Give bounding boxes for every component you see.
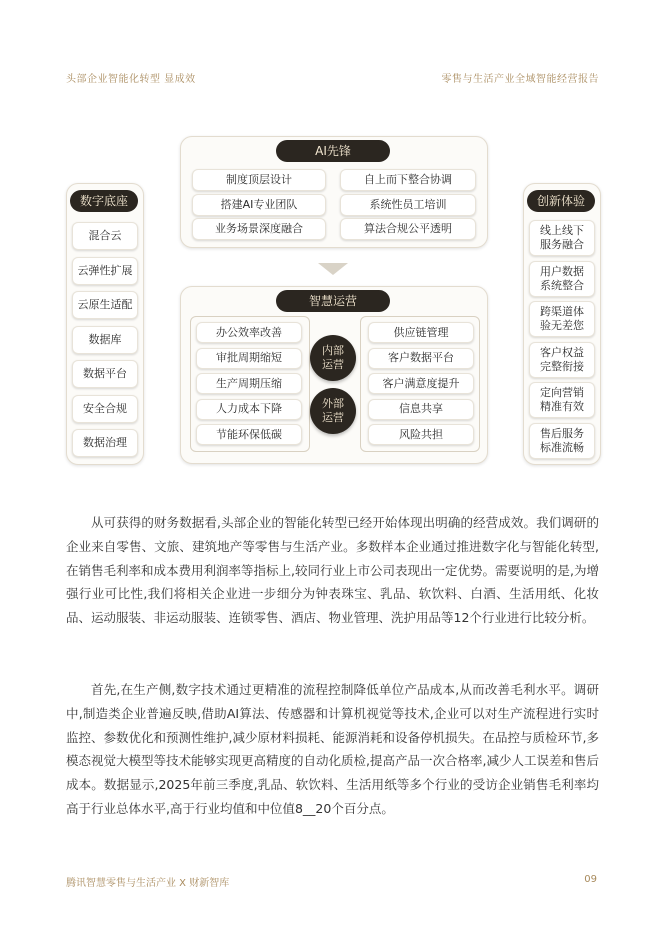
internal-ops-item-1: 审批周期缩短 [196,348,302,369]
page-number: 09 [584,874,597,885]
paragraph-2: 首先,在生产侧,数字技术通过更精准的流程控制降低单位产品成本,从而改善毛利水平。调研中,制造类企业普遍反映,借助AI算法、传感器和计算机视觉等技术,企业可以对生产流程进行实时监控、参数优化和预测性维护,减少原材料损耗、能源消耗和设备停机损失。在品控与质检环节,多模态视觉大模型等技术能够实现更高精度的自动化质检,提高产品一次合格率,减少人工误差和售后成本。数据显示,2025年前三季度,乳品、软饮料、生活用纸等多个行业的受访企业销售毛利率均高于行业总体水平,高于行业均值和中位值8__20个百分点。 [66,682,599,816]
ai-item-1: 自上而下整合协调 [340,169,476,191]
ai-item-3: 系统性员工培训 [340,194,476,216]
digital-base-item-6: 数据治理 [72,429,138,457]
ai-item-5: 算法合规公平透明 [340,218,476,240]
digital-base-title: 数字底座 [70,190,138,212]
internal-ops-item-4: 节能环保低碳 [196,424,302,445]
paragraph-1: 从可获得的财务数据看,头部企业的智能化转型已经开始体现出明确的经营成效。我们调研的企业来自零售、文旅、建筑地产等零售与生活产业。多数样本企业通过推进数字化与智能化转型,在销售毛利率和成本费用利润率等指标上,较同行业上市公司表现出一定优势。需要说明的是,为增强行业可比性,我们将相关企业进一步细分为钟表珠宝、乳品、软饮料、白酒、生活用纸、化妆品、运动服装、非运动服装、连锁零售、酒店、物业管理、洗护用品等12个行业进行比较分析。 [66,515,599,626]
innovation-item-5: 售后服务 标准流畅 [529,423,595,459]
ai-item-2: 搭建AI专业团队 [192,194,326,216]
external-ops-circle [310,388,356,434]
innovation-item-3: 客户权益 完整衔接 [529,342,595,378]
innovation-item-1: 用户数据 系统整合 [529,261,595,297]
digital-base-item-2: 云原生适配 [72,291,138,319]
digital-base-item-3: 数据库 [72,326,138,354]
ai-item-0: 制度顶层设计 [192,169,326,191]
digital-base-item-1: 云弹性扩展 [72,257,138,285]
header-right-title: 零售与生活产业全域智能经营报告 [441,74,599,85]
internal-ops-item-2: 生产周期压缩 [196,373,302,394]
footer-left: 腾讯智慧零售与生活产业 X 财新智库 [66,878,230,889]
header-left-title: 头部企业智能化转型 显成效 [66,74,196,85]
internal-ops-item-3: 人力成本下降 [196,399,302,420]
innovation-item-4: 定向营销 精准有效 [529,382,595,418]
innovation-title: 创新体验 [527,190,595,212]
internal-ops-label: 内部 运营 [322,344,344,371]
external-ops-item-4: 风险共担 [368,424,474,445]
internal-ops-item-0: 办公效率改善 [196,322,302,343]
external-ops-item-1: 客户数据平台 [368,348,474,369]
external-ops-item-2: 客户满意度提升 [368,373,474,394]
external-ops-label: 外部 运营 [322,397,344,424]
external-ops-item-3: 信息共享 [368,399,474,420]
external-ops-item-0: 供应链管理 [368,322,474,343]
digital-base-item-4: 数据平台 [72,360,138,388]
smart-ops-title: 智慧运营 [276,290,390,312]
innovation-item-0: 线上线下 服务融合 [529,220,595,256]
ai-pioneer-title: AI先锋 [276,140,390,162]
internal-ops-circle [310,335,356,381]
down-arrow-icon [318,263,348,275]
digital-base-item-5: 安全合规 [72,395,138,423]
digital-base-item-0: 混合云 [72,222,138,250]
ai-item-4: 业务场景深度融合 [192,218,326,240]
innovation-item-2: 跨渠道体 验无差您 [529,301,595,337]
